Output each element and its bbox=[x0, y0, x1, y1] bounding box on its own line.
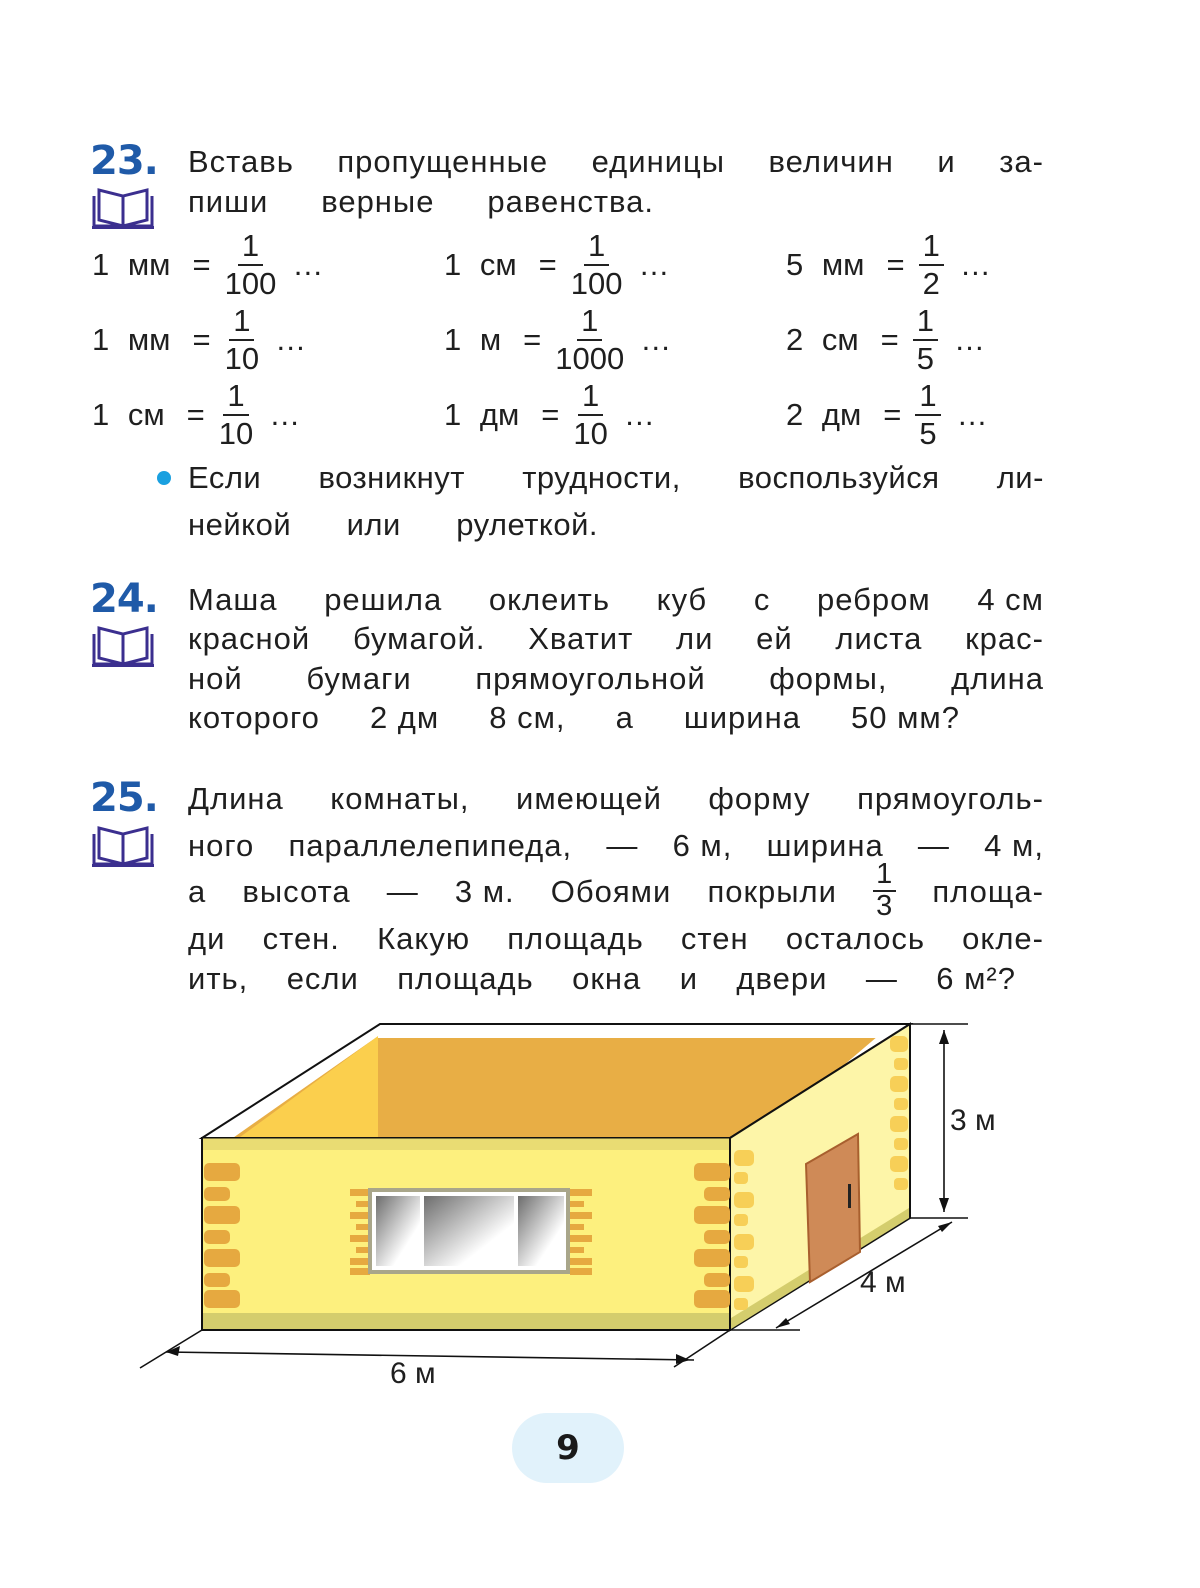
word: 6 м²? bbox=[936, 961, 1016, 996]
word: площадь bbox=[397, 961, 534, 996]
exercise-number-25: 25. bbox=[90, 775, 158, 821]
word: 4 м, bbox=[984, 828, 1044, 863]
word: окле- bbox=[962, 921, 1044, 956]
fraction-denominator: 1000 bbox=[555, 341, 625, 376]
fraction-denominator: 5 bbox=[916, 341, 935, 376]
word: форму bbox=[708, 781, 811, 816]
word: высота bbox=[242, 874, 351, 909]
word: листа bbox=[835, 621, 923, 656]
fraction-denominator: 2 bbox=[922, 266, 940, 301]
fraction-denominator: 3 bbox=[876, 890, 894, 922]
word: 6 м, bbox=[672, 828, 733, 863]
word: возникнут bbox=[318, 460, 465, 495]
word: ить, bbox=[188, 961, 249, 996]
word: Маша bbox=[188, 582, 278, 617]
word: площадь bbox=[507, 921, 644, 956]
word: — bbox=[386, 874, 419, 909]
word: и bbox=[679, 961, 699, 996]
equation-lhs: 1 см bbox=[444, 246, 517, 282]
word: рулеткой. bbox=[456, 507, 598, 542]
word: Какую bbox=[377, 921, 471, 956]
word: ли- bbox=[996, 460, 1044, 495]
word: параллелепипеда, bbox=[288, 828, 573, 863]
equation-lhs: 1 м bbox=[444, 321, 502, 357]
blank-unit-placeholder: … bbox=[292, 246, 324, 282]
word: и bbox=[937, 144, 956, 179]
word: ребром bbox=[816, 582, 931, 617]
word: Обоями bbox=[550, 874, 672, 909]
page-number-badge bbox=[512, 1413, 624, 1483]
equals-sign: = bbox=[192, 246, 211, 282]
equation-lhs: 1 мм bbox=[92, 321, 171, 357]
equation-lhs: 1 см bbox=[92, 396, 165, 432]
fraction-numerator: 1 bbox=[223, 380, 248, 416]
word: Длина bbox=[188, 781, 284, 816]
word: бумагой. bbox=[352, 621, 486, 656]
word: воспользуйся bbox=[738, 460, 940, 495]
word: оклеить bbox=[488, 582, 610, 617]
word: единицы bbox=[591, 144, 726, 179]
equation-lhs: 2 см bbox=[786, 321, 859, 357]
word: решила bbox=[324, 582, 443, 617]
word: двери bbox=[736, 961, 828, 996]
word: крас- bbox=[965, 621, 1044, 656]
word: длина bbox=[951, 661, 1044, 696]
word: Вставь bbox=[188, 144, 294, 179]
equals-sign: = bbox=[886, 246, 905, 282]
word: куб bbox=[656, 582, 708, 617]
equation-lhs: 1 дм bbox=[444, 396, 520, 432]
equation-lhs: 1 мм bbox=[92, 246, 171, 282]
fraction-denominator: 10 bbox=[218, 416, 254, 451]
fraction-numerator: 1 bbox=[584, 230, 609, 266]
word: формы, bbox=[769, 661, 888, 696]
word: которого bbox=[188, 700, 320, 735]
fraction-numerator: 1 bbox=[578, 380, 603, 416]
word: имеющей bbox=[516, 781, 662, 816]
word: ли bbox=[676, 621, 714, 656]
word: осталось bbox=[785, 921, 925, 956]
page-number: 9 bbox=[556, 1428, 580, 1468]
word: 8 см, bbox=[489, 700, 566, 735]
word: величин bbox=[768, 144, 894, 179]
equals-sign: = bbox=[523, 321, 542, 357]
word: ширина bbox=[683, 700, 801, 735]
word: если bbox=[286, 961, 359, 996]
equals-sign: = bbox=[880, 321, 899, 357]
word: ей bbox=[756, 621, 793, 656]
word: а bbox=[615, 700, 634, 735]
word: комнаты, bbox=[330, 781, 470, 816]
width-label: 4 м bbox=[860, 1266, 906, 1299]
fraction-numerator: 1 bbox=[577, 305, 602, 341]
equals-sign: = bbox=[538, 246, 557, 282]
word: за- bbox=[999, 144, 1044, 179]
word: 4 см bbox=[977, 582, 1044, 617]
equals-sign: = bbox=[192, 321, 211, 357]
exercise-number-23: 23. bbox=[90, 138, 158, 184]
blank-unit-placeholder: … bbox=[623, 396, 655, 432]
blank-unit-placeholder: … bbox=[638, 246, 670, 282]
word: прямоуголь- bbox=[857, 781, 1044, 816]
door-handle bbox=[848, 1184, 851, 1208]
word: ширина bbox=[766, 828, 884, 863]
equation-lhs: 2 дм bbox=[786, 396, 862, 432]
exercise-number-24: 24. bbox=[90, 576, 158, 622]
equals-sign: = bbox=[883, 396, 902, 432]
word: прямоугольной bbox=[475, 661, 706, 696]
word: бумаги bbox=[306, 661, 412, 696]
fraction-numerator: 1 bbox=[915, 380, 940, 416]
word: покрыли bbox=[707, 874, 837, 909]
length-label: 6 м bbox=[390, 1357, 436, 1390]
word: 3 м. bbox=[454, 874, 515, 909]
height-label: 3 м bbox=[950, 1104, 996, 1137]
word: Хватит bbox=[528, 621, 634, 656]
equals-sign: = bbox=[541, 396, 560, 432]
word: ди bbox=[188, 921, 226, 956]
word: а bbox=[188, 874, 207, 909]
word: площа- bbox=[932, 874, 1044, 909]
word: 2 дм bbox=[369, 700, 440, 735]
word: 50 мм? bbox=[850, 700, 960, 735]
blank-unit-placeholder: … bbox=[956, 396, 988, 432]
word: стен. bbox=[262, 921, 340, 956]
blank-unit-placeholder: … bbox=[269, 396, 301, 432]
window bbox=[350, 1188, 592, 1275]
word: Если bbox=[188, 460, 262, 495]
word: — bbox=[917, 828, 950, 863]
word: стен bbox=[680, 921, 749, 956]
fraction-numerator: 1 bbox=[229, 305, 254, 341]
fraction-denominator: 10 bbox=[573, 416, 608, 451]
fraction-denominator: 5 bbox=[919, 416, 937, 451]
word: пропущенные bbox=[337, 144, 549, 179]
fraction-numerator: 1 bbox=[919, 230, 944, 266]
fraction-numerator: 1 bbox=[238, 230, 263, 266]
word: окна bbox=[572, 961, 642, 996]
word: нейкой bbox=[188, 507, 292, 542]
fraction-numerator: 1 bbox=[913, 305, 938, 341]
word: пиши bbox=[188, 184, 269, 219]
fraction-denominator: 10 bbox=[224, 341, 260, 376]
equation-lhs: 5 мм bbox=[786, 246, 865, 282]
word: ного bbox=[188, 828, 255, 863]
word: верные bbox=[321, 184, 435, 219]
fraction-numerator: 1 bbox=[873, 860, 896, 892]
word: ной bbox=[188, 661, 243, 696]
blank-unit-placeholder: … bbox=[959, 246, 991, 282]
blank-unit-placeholder: … bbox=[954, 321, 986, 357]
word: — bbox=[865, 961, 898, 996]
equals-sign: = bbox=[186, 396, 205, 432]
word: красной bbox=[188, 621, 311, 656]
fraction-denominator: 100 bbox=[570, 266, 623, 301]
word: или bbox=[346, 507, 401, 542]
word: — bbox=[606, 828, 639, 863]
word: трудности, bbox=[522, 460, 681, 495]
word: равенства. bbox=[487, 184, 654, 219]
blank-unit-placeholder: … bbox=[640, 321, 672, 357]
fraction-denominator: 100 bbox=[224, 266, 277, 301]
blank-unit-placeholder: … bbox=[275, 321, 307, 357]
word: с bbox=[753, 582, 771, 617]
